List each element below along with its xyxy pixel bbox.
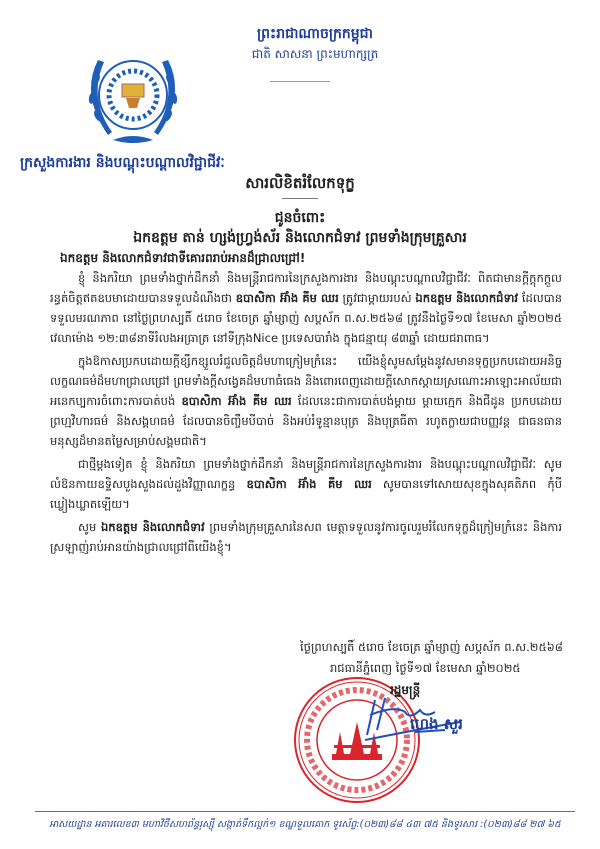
text: ក្នុងឱកាសប្រកបដោយក្តីខ្សឹកខ្សួលរំជួលចិត្តដ៏មហាក្រៀមក្រំនេះ យើងខ្ញុំសូមសម្តែងនូវសមានទុក្ខប្រកបដោយអនិច្ចលក្ខណធម៌ដ៏មហាជ្រាលជ្រៅ ព្រមទាំងក្តីសង្វេគដ៏មហាធំធេង និងពោរពេញដោយក្តីសោកស្តាយស្រណោះអាឡោះអាល័យជាអនេកប្បការចំពោះការបាត់បង់ [50, 354, 562, 408]
addressee: ឯកឧត្តម តាន់ ហ្សង់ហ្វ្រង់ស័រ និងលោកជំទាវ ព្រមទាំងក្រុមគ្រួសារ [133, 230, 467, 246]
signer-role: រដ្ឋមន្ត្រី [390, 683, 421, 697]
text: ត្រូវជាម្តាយរបស់ [338, 291, 416, 305]
recipient-name: ឯកឧត្តម និងលោកជំទាវ [415, 291, 519, 305]
text: សូម [78, 520, 101, 534]
text: ដែលបានទទួលមរណភាព នៅថ្ងៃព្រហស្បតិ៍ ៥រោច ខែចេត្រ ឆ្នាំម្សាញ់ សប្តស័ក ព.ស.២៥៦៨ ត្រូវនឹងថ្ងៃទី១៧ ខែមេសា ឆ្នាំ២០២៥ វេលាម៉ោង ១២:៣៨នាទីរំលងអធ្រាត្រ នៅទីក្រុងNice ប្រទេសបារាំង ក្នុងជន្មាយុ ៨៣ឆ្នាំ ដោយជរាពាធ។ [50, 291, 562, 345]
lunar-date: ថ្ងៃព្រហស្បតិ៍ ៥រោច ខែចេត្រ ឆ្នាំម្សាញ់ សប្តស័ក ព.ស.២៥៦៨ [300, 640, 563, 654]
signer-name: ហេង សួរ [410, 715, 463, 733]
letter-title: សារលិខិតរំលែកទុក្ខ [245, 174, 355, 192]
recipient-name: ឯកឧត្តម និងលោកជំទាវ [101, 520, 205, 534]
recipient-label: ជូនចំពោះ [274, 210, 326, 226]
paragraph-announcement [50, 268, 562, 348]
place-date: រាជធានីភ្នំពេញ ថ្ងៃទី១៧ ខែមេសា ឆ្នាំ២០២៥ [330, 661, 521, 675]
national-motto: ជាតិ សាសនា ព្រះមហាក្សត្រ [251, 47, 379, 61]
kingdom-heading: ព្រះរាជាណាចក្រកម្ពុជា [256, 26, 373, 42]
ministry-name: ក្រសួងការងារ និងបណ្តុះបណ្តាលវិជ្ជាជីវៈ [20, 155, 225, 171]
footer-divider [35, 811, 575, 812]
ornament-divider [270, 81, 330, 82]
text: ជាថ្មីម្តងទៀត ខ្ញុំ និងភរិយា ព្រមទាំងថ្នាក់ដឹកនាំ និងមន្ត្រីរាជការនៃក្រសួងការងារ និងបណ្តុះបណ្តាលវិជ្ជាជីវៈ សូមលំឱនកាយឧទ្ទិសបួងសួងដល់ដួងវិញ្ញាណក្ខន្ធ [50, 457, 562, 491]
paragraph-prayer [50, 454, 562, 514]
title-divider [282, 198, 318, 199]
ministry-logo [78, 40, 188, 150]
text: ដែលនេះជាការបាត់បង់ម្តាយ ម្តាយក្មេក និងជីដូន ប្រកបដោយព្រហ្មវិហារធម៌ និងសង្គហធម៌ ដែលបានចិញ្ចឹមបីបាច់ និងអប់រំទូន្មានបុត្រ និងបុត្រធីតា រហូតក្លាយជាបញ្ញវន្ត ជាធនធានមនុស្សដ៏មានតម្លៃសម្រាប់សង្គមជាតិ។ [50, 394, 562, 448]
salutation: ឯកឧត្តម និងលោកជំទាវជាទីគោរពរាប់អានដ៏ជ្រាលជ្រៅ! [60, 251, 306, 265]
text: សូមបានទៅសោយសុខក្នុងសុគតិភព កុំបីឃ្លៀងឃ្លាតឡើយ។ [50, 477, 562, 511]
deceased-name: ឧបាសិកា អ៊ាំង គីម ឈរ [235, 291, 339, 305]
deceased-name: ឧបាសិកា អ៊ាំង គីម ឈរ [181, 394, 292, 408]
paragraph-condolence [50, 351, 562, 451]
paragraph-closing [50, 517, 562, 557]
text: ព្រមទាំងក្រុមគ្រួសារនៃសព មេត្តាទទួលនូវការចូលរួមរំលែកទុក្ខដ៏ក្រៀមក្រំនេះ និងការស្រឡាញ់រាប់អានយ៉ាងជ្រាលជ្រៅពីយើងខ្ញុំ។ [50, 520, 562, 554]
deceased-name: ឧបាសិកា អ៊ាំង គីម ឈរ [246, 477, 372, 491]
text: ខ្ញុំ និងភរិយា ព្រមទាំងថ្នាក់ដឹកនាំ និងមន្ត្រីរាជការនៃក្រសួងការងារ និងបណ្តុះបណ្តាលវិជ្ជាជីវៈ ពិតជាមានក្តីក្តុកក្តួលរន្ធត់ចិត្តឥតឧបមាដោយបានទទួលដំណឹងថា [50, 271, 562, 305]
footer-address: អាសយដ្ឋាន អគារលេខ៣ មហាវិថីសហព័ន្ធរុស្ស៊ី សង្កាត់ទឹកល្អក់១ ខណ្ឌទួលគោក ទូរស័ព្ទ:(០២៣)៨៨ ៤៣ ៧៥ និងទូរសារ :(០២៣)៨៨ ២៧ ៦៥ [49, 819, 561, 830]
letter-body [50, 268, 562, 560]
